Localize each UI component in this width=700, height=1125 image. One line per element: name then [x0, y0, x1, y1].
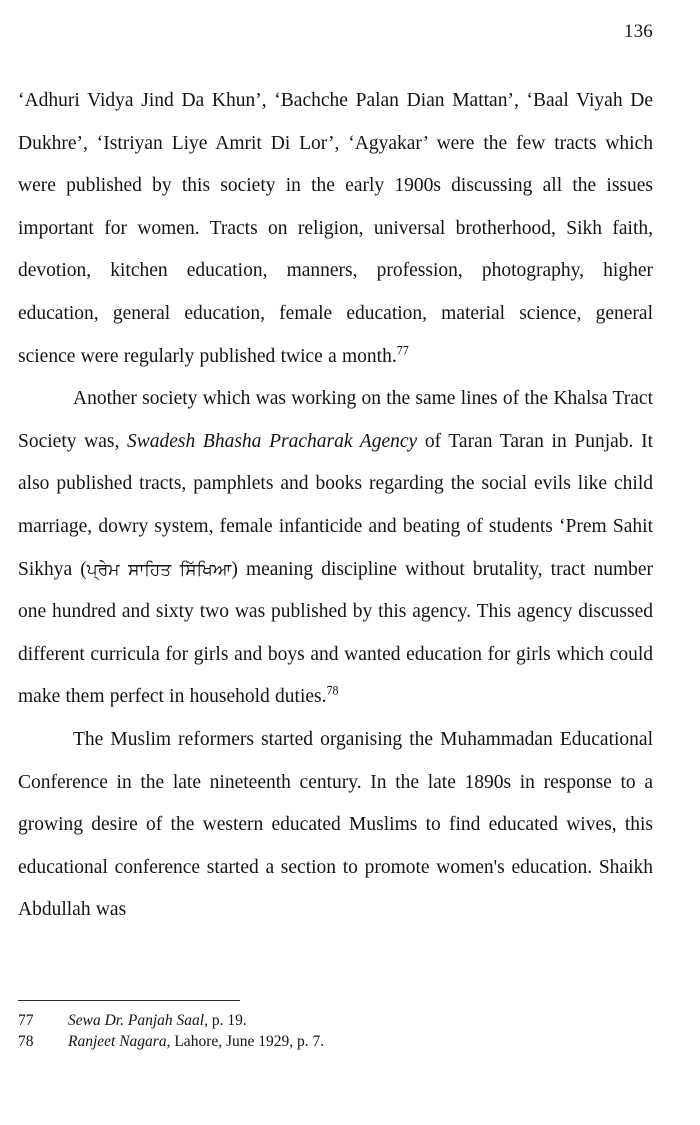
para-1 [18, 80, 653, 378]
para-2-text-run: Another society which was working on the same lines of the Khalsa Tract Society was, [18, 388, 653, 452]
para-2-text-run: ) meaning discipline without brutality, tract number one hundred and sixty two was published by this agency. This agency discussed different curricula for girls and boys and wanted education for girls which could make them perfect in household duties. [18, 558, 654, 708]
footnote-text-77 [68, 1010, 653, 1031]
body-text-column [18, 80, 653, 932]
footnote-list [18, 1010, 653, 1052]
footnote-77-italic-phrase: Sewa Dr. Panjah Saal [68, 1012, 205, 1029]
footnote-separator-rule [18, 1000, 240, 1001]
para-2 [18, 378, 653, 719]
footnote-text-78 [68, 1031, 653, 1052]
para-2-text-run: of Taran Taran in Punjab. It also published tracts, pamphlets and books regarding the social evils like child marriage, dowry system, female infanticide and beating of students ‘Prem Sahit Sikhya ( [18, 430, 653, 580]
footnote-number-77: 77 [18, 1012, 34, 1029]
para-2-gurmukhi-phrase: ਪ੍ਰੇਮ ਸਾਹਿਤ ਸਿੱਖਿਆ [86, 559, 232, 580]
para-2-italic-phrase: Swadesh Bhasha Pracharak Agency [127, 430, 418, 452]
para-3 [18, 719, 653, 932]
footnote-reference-77[interactable]: 77 [396, 343, 409, 358]
footnote-entry-77 [18, 1010, 653, 1031]
para-3-text-run: The Muslim reformers started organising the Muhammadan Educational Conference in the late nineteenth century. In the late 1890s in response to a growing desire of the western educated Muslims to find educated wives, this educational conference started a section to promote women's education. Shaikh Abdullah was [18, 728, 653, 921]
footnote-section [18, 1000, 653, 1052]
page-number: 136 [623, 21, 653, 42]
footnote-reference-78[interactable]: 78 [326, 683, 339, 698]
footnote-78-text-run: , Lahore, June 1929, p. 7. [166, 1033, 325, 1050]
footnote-78-italic-phrase: Ranjeet Nagara [68, 1033, 167, 1050]
para-1-text-run: ‘Adhuri Vidya Jind Da Khun’, ‘Bachche Palan Dian Mattan’, ‘Baal Viyah De Dukhre’, ‘Istriyan Liye Amrit Di Lor’, ‘Agyakar’ were the few tracts which were published by this society in the early 1900s discussing all the issues important for women. Tracts on religion, universal brotherhood, Sikh faith, devotion, kitchen education, manners, profession, photography, higher education, general education, female education, material science, general science were regularly published twice a month. [18, 90, 653, 367]
footnote-number-78: 78 [18, 1033, 34, 1050]
footnote-77-text-run: , p. 19. [204, 1012, 247, 1029]
footnote-entry-78 [18, 1031, 653, 1052]
